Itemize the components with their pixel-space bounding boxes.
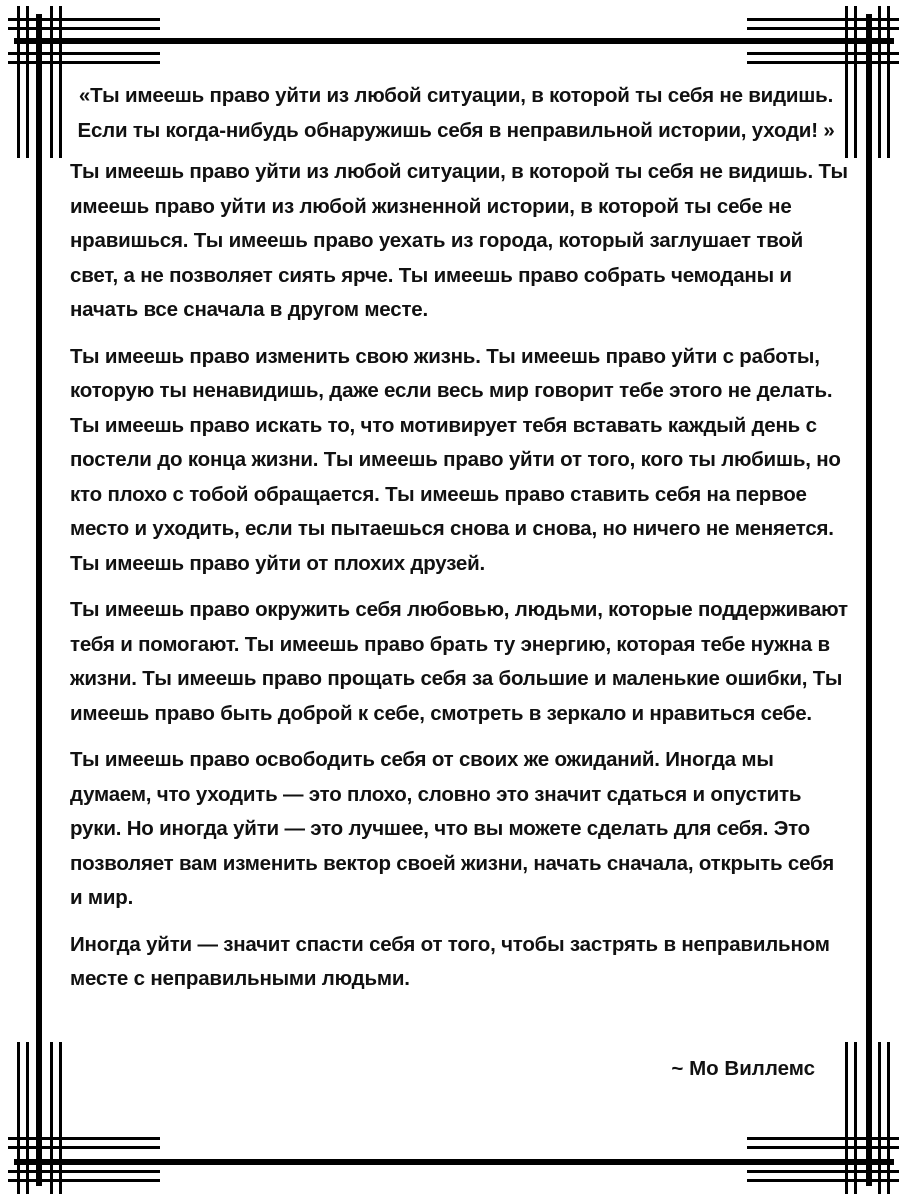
paragraph-3: Ты имеешь право окружить себя любовью, людьми, которые поддерживают тебя и помогают. Ты имеешь право брать ту энергию, которая тебе нужна в жизни. Ты имеешь право прощать себя за большие и маленькие ошибки, Ты имеешь право быть доброй к себе, смотреть в зеркало и нравиться себе. [70,598,848,725]
frame-right-line [866,14,872,1186]
epigraph-quote: «Ты имеешь право уйти из любой ситуации, в которой ты себя не видишь. Если ты когда-нибудь обнаружишь себя в неправильной истории, уходи! » [77,84,835,142]
paragraph-5: Иногда уйти — значит спасти себя от того, чтобы застрять в неправильном месте с неправильными людьми. [70,932,830,990]
document-body [70,78,850,1009]
paragraph-1: Ты имеешь право уйти из любой ситуации, в которой ты себя не видишь. Ты имеешь право уйти из любой жизненной истории, в которой ты себе не нравишься. Ты имеешь право уехать из города, который заглушает твой свет, а не позволяет сиять ярче. Ты имеешь право собрать чемоданы и начать все сначала в другом месте. [70,160,848,321]
frame-left-line [36,14,42,1186]
frame-top-line [14,38,894,44]
corner-ornament-bottom-left [8,1042,160,1194]
paragraph-2: Ты имеешь право изменить свою жизнь. Ты имеешь право уйти с работы, которую ты ненавидишь, даже если весь мир говорит тебе этого не делать. Ты имеешь право искать то, что мотивирует тебя вставать каждый день с постели до конца жизни. Ты имеешь право уйти от того, кого ты любишь, но кто плохо с тобой обращается. Ты имеешь право ставить себя на первое место и уходить, если ты пытаешься снова и снова, но ничего не меняется. Ты имеешь право уйти от плохих друзей. [70,344,841,575]
frame-bottom-line [14,1159,894,1165]
paragraph-4: Ты имеешь право освободить себя от своих же ожиданий. Иногда мы думаем, что уходить — это плохо, словно это значит сдаться и опустить руки. Но иногда уйти — это лучшее, что вы можете сделать для себя. Это позволяет вам изменить вектор своей жизни, начать сначала, открыть себя и мир. [70,748,835,909]
author-signature: ~ Мо Виллемс [671,1057,815,1080]
